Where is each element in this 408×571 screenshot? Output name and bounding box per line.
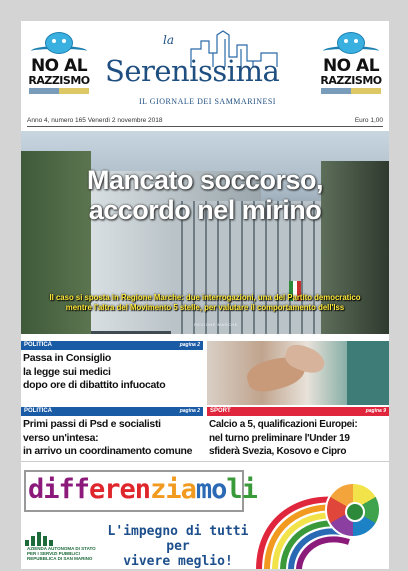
logo-line1: NO AL [322, 56, 380, 76]
article-consiglio[interactable] [23, 352, 205, 393]
cover-headline[interactable] [21, 165, 389, 225]
section-label: POLITICA [24, 342, 52, 348]
article-line: Calcio a 5, qualificazioni Europei: [209, 419, 358, 430]
aass-logo-icon [25, 530, 65, 546]
cover-headline-line1: Mancato soccorso, [86, 165, 324, 195]
differenziamoli-banner[interactable] [21, 461, 389, 569]
section-bar-politica [21, 407, 203, 416]
word-part: li [226, 474, 257, 505]
word-part: mo [195, 474, 227, 505]
slogan-line1: L'impegno di tutti per [107, 524, 249, 554]
article-line: sfiderà Svezia, Kosovo e Cipro [209, 446, 347, 457]
org-line: REPUBBLICA DI SAN MARINO [27, 556, 93, 561]
page-ref: pagina 9 [365, 408, 386, 414]
newspaper-front-page [21, 21, 389, 569]
article-line: Passa in Consiglio [23, 352, 111, 364]
cover-subhead-line2: mentre l'altra del Movimento 5 stelle, per valutare il comportamento dell'Iss [65, 303, 345, 312]
section-label: SPORT [210, 408, 231, 414]
article-line: in arrivo un coordinamento comune [23, 445, 193, 457]
masthead-la: la [163, 33, 174, 47]
issue-price: Euro 1,00 [354, 117, 383, 124]
article-line: la legge sui medici [23, 365, 111, 378]
article-line: Primi passi di Psd e socialisti [23, 418, 161, 430]
section-bar-sport [207, 407, 389, 416]
smiley-face-icon [45, 32, 73, 54]
page-ref: pagina 2 [179, 342, 200, 348]
word-part: eren [89, 474, 151, 505]
article-line: nel turno preliminare l'Under 19 [209, 432, 350, 444]
masthead-title: Serenissima [105, 54, 280, 88]
logo-stripe [321, 88, 381, 94]
article-calcio[interactable] [209, 418, 389, 459]
building-sign: REGIONE MARCHE [194, 322, 238, 327]
article-line: dopo ore di dibattito infuocato [23, 379, 166, 391]
slogan-line2: vivere meglio! [123, 554, 233, 569]
logo-stripe [29, 88, 89, 94]
article-line: verso un'intesa: [23, 431, 99, 444]
page-ref: pagina 2 [179, 408, 200, 414]
cover-subhead-line1: Il caso si sposta in Regione Marche: due interrogazioni, una del Partito democratico [49, 293, 361, 302]
recycling-circle-icon [325, 482, 381, 538]
section-bar-politica [21, 341, 203, 350]
word-part: zia [150, 474, 196, 505]
org-line: PER I SERVIZI PUBBLICI [27, 551, 80, 556]
logo-line2: RAZZISMO [28, 74, 90, 87]
aass-org-name [27, 546, 96, 561]
smiley-face-icon [337, 32, 365, 54]
issue-info-bar [27, 117, 383, 127]
masthead-title-block [101, 27, 309, 109]
section-label: POLITICA [24, 408, 52, 414]
scrubs [347, 341, 389, 405]
cover-subheadline [31, 293, 379, 313]
word-part: diff [28, 474, 90, 505]
no-al-razzismo-logo-left [25, 30, 93, 98]
cover-story[interactable] [21, 131, 389, 334]
article-psd-socialisti[interactable] [23, 418, 205, 459]
masthead-subtitle: IL GIORNALE DEI SAMMARINESI [139, 97, 276, 106]
medical-photo [207, 341, 389, 405]
cover-headline-line2: accordo nel mirino [88, 195, 322, 225]
differenziamoli-wordmark [28, 474, 257, 505]
org-line: AZIENDA AUTONOMA DI STATO [27, 546, 96, 551]
banner-slogan [93, 524, 263, 569]
logo-line2: RAZZISMO [320, 74, 382, 87]
no-al-razzismo-logo-right [317, 30, 385, 98]
issue-info: Anno 4, numero 165 Venerdì 2 novembre 2018 [27, 117, 163, 124]
logo-line1: NO AL [30, 56, 88, 76]
